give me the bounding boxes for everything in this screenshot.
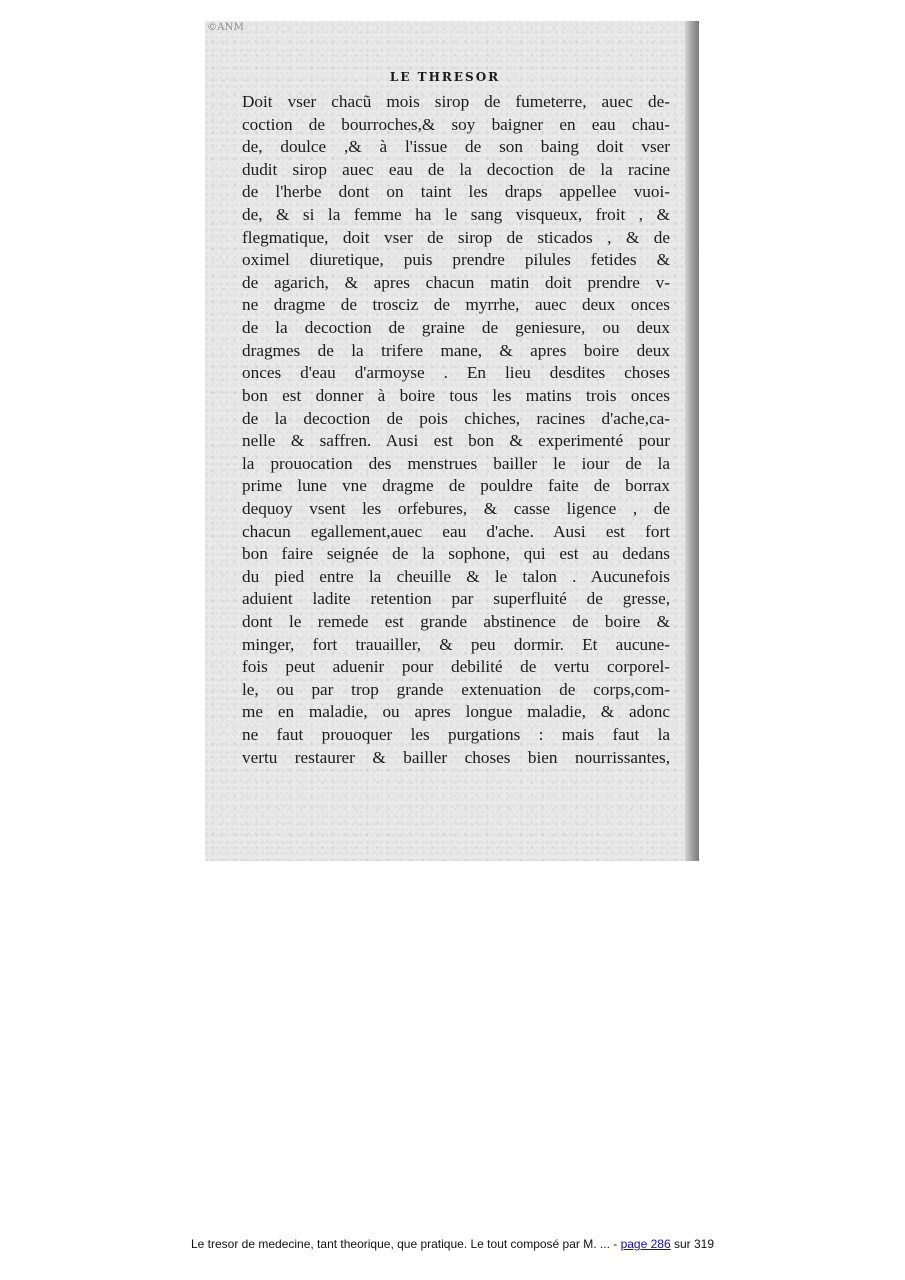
text-line: aduient ladite retention par superfluité de gresse, xyxy=(242,589,670,609)
text-line: de agarich, & apres chacun matin doit prendre v- xyxy=(242,272,670,292)
text-line: dont le remede est grande abstinence de boire & xyxy=(242,612,670,632)
text-line: ne dragme de trosciz de myrrhe, auec deux onces xyxy=(242,295,670,315)
text-line: coction de bourroches,& soy baigner en eau chau- xyxy=(242,114,670,134)
text-line: fois peut aduenir pour debilité de vertu corporel- xyxy=(242,657,670,677)
text-line: me en maladie, ou apres longue maladie, & adonc xyxy=(242,702,670,722)
page-count: sur 319 xyxy=(670,1237,714,1251)
body-text xyxy=(242,91,670,769)
page-link[interactable]: page 286 xyxy=(620,1237,671,1251)
text-line: vertu restaurer & bailler choses bien nourrissantes, xyxy=(242,747,670,767)
text-line: chacun egallement,auec eau d'ache. Ausi est fort xyxy=(242,521,670,541)
text-line: minger, fort trauailler, & peu dormir. Et aucune- xyxy=(242,634,670,654)
text-line: de l'herbe dont on taint les draps appellee vuoi- xyxy=(242,182,670,202)
text-line: flegmatique, doit vser de sirop de sticados , & de xyxy=(242,227,670,247)
text-line: bon est donner à boire tous les matins trois onces xyxy=(242,385,670,405)
text-line: de la decoction de graine de geniesure, ou deux xyxy=(242,318,670,338)
text-line: bon faire seignée de la sophone, qui est au dedans xyxy=(242,544,670,564)
text-line: dudit sirop auec eau de la decoction de la racine xyxy=(242,159,670,179)
text-line: du pied entre la cheuille & le talon . Aucunefois xyxy=(242,566,670,586)
text-line: Doit vser chacũ mois sirop de fumeterre, auec de- xyxy=(242,92,670,111)
text-line: oximel diuretique, puis prendre pilules fetides & xyxy=(242,250,670,270)
page-binding-edge xyxy=(685,21,699,861)
text-line: ne faut prouoquer les purgations : mais faut la xyxy=(242,725,670,745)
running-head: LE THRESOR xyxy=(389,70,501,84)
text-line: onces d'eau d'armoyse . En lieu desdites choses xyxy=(242,363,670,383)
text-line: nelle & saffren. Ausi est bon & experimenté pour xyxy=(242,431,670,451)
text-line: prime lune vne dragme de pouldre faite de borrax xyxy=(242,476,670,496)
scanned-page xyxy=(205,21,699,861)
footer-caption xyxy=(0,1237,905,1251)
document-title: Le tresor de medecine, tant theorique, que pratique. Le tout composé par M. ... - xyxy=(190,1237,621,1251)
text-line: dragmes de la trifere mane, & apres boire deux xyxy=(242,340,670,360)
text-line: de la decoction de pois chiches, racines d'ache,ca- xyxy=(242,408,670,428)
text-line: dequoy vsent les orfebures, & casse ligence , de xyxy=(242,498,670,518)
text-line: de, doulce ,& à l'issue de son baing doit vser xyxy=(242,137,670,157)
text-line: la prouocation des menstrues bailler le iour de la xyxy=(242,453,670,473)
watermark: ©ANM xyxy=(207,22,245,33)
text-line: le, ou par trop grande extenuation de corps,com- xyxy=(242,679,670,699)
text-line: de, & si la femme ha le sang visqueux, froit , & xyxy=(242,205,670,225)
